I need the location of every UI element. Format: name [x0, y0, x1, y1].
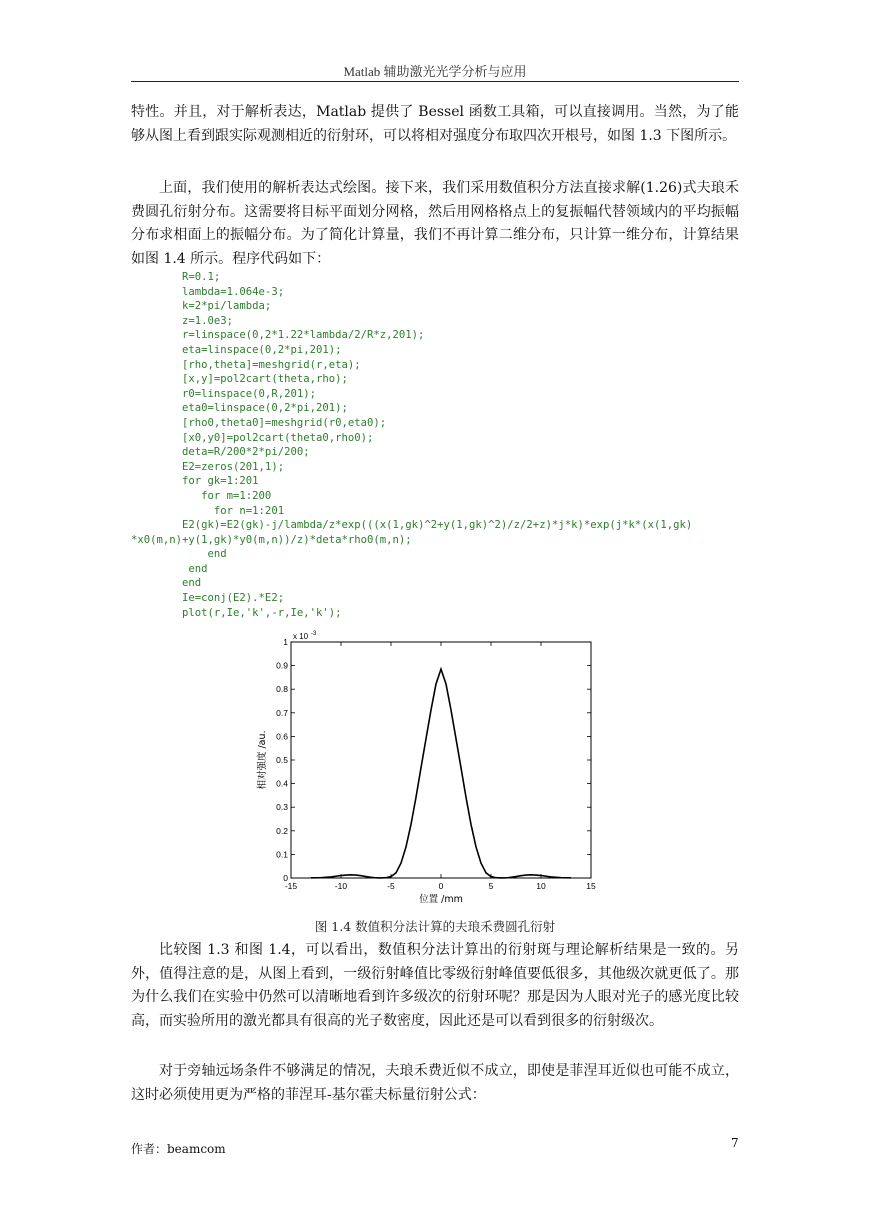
y-tick-label: 1	[283, 637, 288, 647]
y-tick-label: 0.8	[276, 684, 288, 695]
x-tick-label: 0	[438, 881, 444, 891]
header-rule	[131, 81, 739, 82]
x-tick-label: 5	[488, 881, 494, 891]
y-tick-label: 0.7	[276, 707, 288, 718]
y-tick-label: 0.5	[276, 755, 288, 765]
y-tick-label: 0.3	[276, 802, 288, 813]
x-tick-label: -5	[387, 881, 395, 891]
y-exponent-power: -3	[311, 631, 317, 637]
x-tick-label: 10	[536, 881, 546, 891]
paragraph-4: 对于旁轴远场条件不够满足的情况，夫琅禾费近似不成立，即使是菲涅耳近似也可能不成立，这时必须使用更为严格的菲涅耳-基尔霍夫标量衍射公式：	[131, 1063, 739, 1103]
y-exponent-label: x 10	[293, 632, 309, 641]
series-line-intensity	[311, 669, 571, 878]
y-tick-label: 0.2	[276, 825, 288, 836]
page-number: 7	[731, 1136, 739, 1150]
intensity-line-chart	[253, 628, 603, 913]
y-axis-ticks	[276, 637, 591, 883]
x-tick-label: -10	[334, 881, 348, 891]
y-tick-label: 0.6	[276, 731, 288, 742]
paragraph-1: 特性。并且，对于解析表达，Matlab 提供了 Bessel 函数工具箱，可以直接调用。当然，为了能够从图上看到跟实际观测相近的衍射环，可以将相对强度分布取四次开根号，如图 1.3 下图所示。	[131, 104, 739, 144]
y-axis-label: 相对强度 /au.	[257, 730, 268, 790]
x-axis-label: 位置 /mm	[419, 894, 463, 905]
y-tick-label: 0.9	[276, 660, 288, 671]
y-tick-label: 0.4	[276, 778, 288, 789]
x-axis-ticks	[285, 642, 596, 891]
matlab-code-block: R=0.1; lambda=1.064e-3; k=2*pi/lambda; z=1.0e3; r=linspace(0,2*1.22*lambda/2/R*z,201); eta=linspace(0,2*pi,201); [rho,theta]=meshgrid(r,eta); [x,y]=pol2cart(theta,rho); r0=linspace(0,R,201); eta0=linspace(0,2*pi,201); [rho0,theta0]=meshgrid(r0,eta0); [x0,y0]=pol2cart(theta0,rho0); deta=R/200*2*pi/200; E2=zeros(201,1); for gk=1:201 for m=1:200 for n=1:201 E2(gk)=E2(gk)-j/lambda/z*exp(((x(1,gk)^2+y(1,gk)^2)/z/2+z)*j*k)*exp(j*k*(x(1,gk) *x0(m,n)+y(1,gk)*y0(m,n))/z)*deta*rho0(m,n); end end end Ie=conj(E2).*E2; plot(r,Ie,'k',-r,Ie,'k');	[131, 271, 693, 619]
running-header: Matlab 辅助激光光学分析与应用	[343, 64, 527, 79]
x-tick-label: -15	[284, 881, 298, 891]
plot-frame	[291, 642, 591, 878]
footer-author: 作者：beamcom	[131, 1142, 226, 1156]
paragraph-2: 上面，我们使用的解析表达式绘图。接下来，我们采用数值积分方法直接求解(1.26)式夫琅禾费圆孔衍射分布。这需要将目标平面划分网格，然后用网格格点上的复振幅代替领域内的平均振幅分布求相面上的振幅分布。为了简化计算量，我们不再计算二维分布，只计算一维分布，计算结果如图 1.4 所示。程序代码如下：	[131, 180, 739, 267]
figure-caption: 图 1.4 数值积分法计算的夫琅禾费圆孔衍射	[314, 919, 556, 934]
x-tick-label: 15	[586, 881, 596, 891]
y-tick-label: 0.1	[276, 849, 288, 860]
y-tick-label: 0	[283, 873, 288, 883]
paragraph-3: 比较图 1.3 和图 1.4，可以看出，数值积分法计算出的衍射斑与理论解析结果是一致的。另外，值得注意的是，从图上看到，一级衍射峰值比零级衍射峰值要低很多，其他级次就更低了。那为什么我们在实验中仍然可以清晰地看到许多级次的衍射环呢？那是因为人眼对光子的感光度比较高，而实验所用的激光都具有很高的光子数密度，因此还是可以看到很多的衍射级次。	[131, 942, 739, 1029]
